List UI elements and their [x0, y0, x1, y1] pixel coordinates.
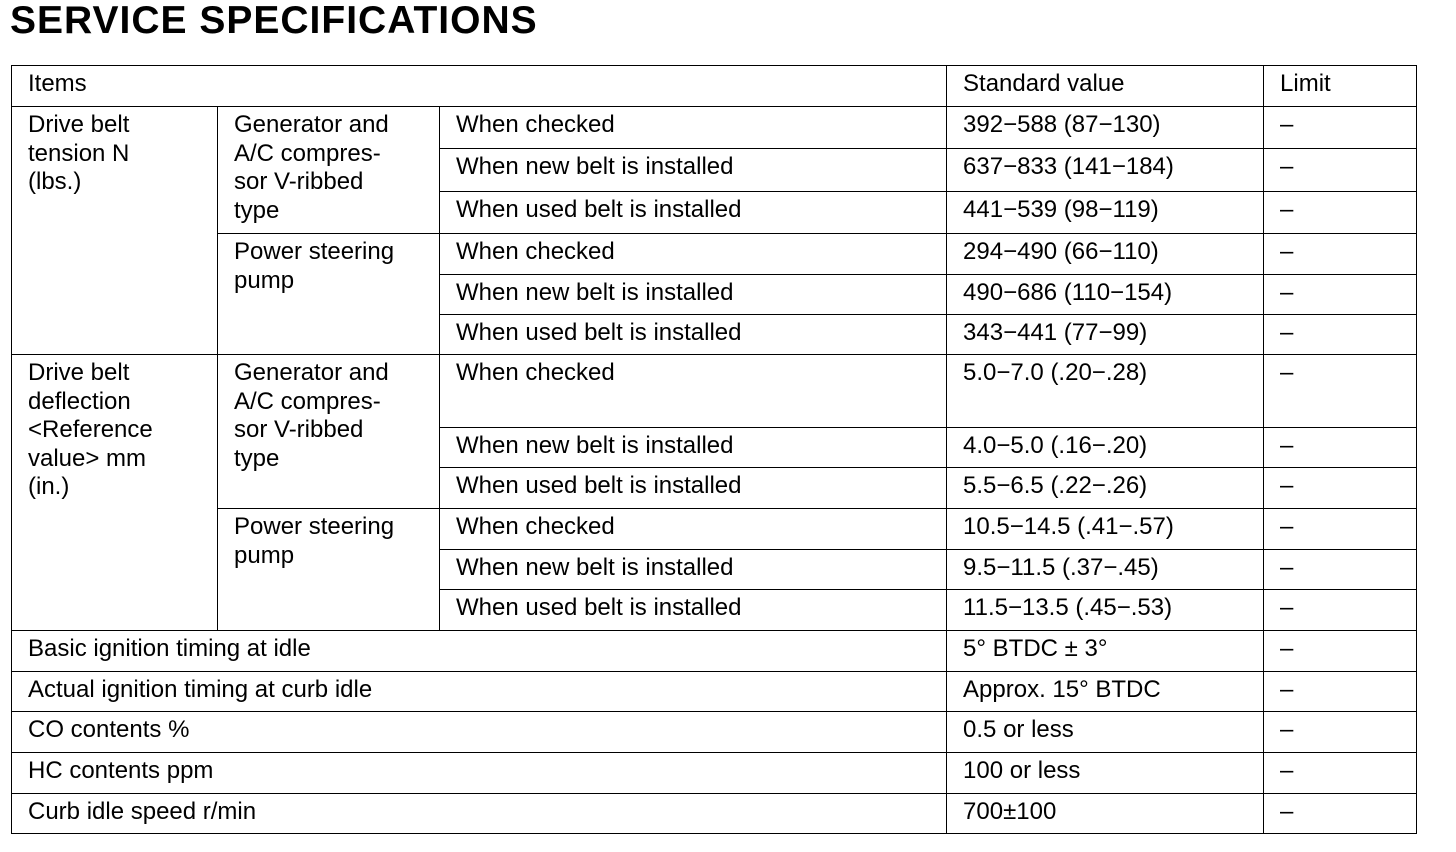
limit-cell: – [1264, 315, 1417, 355]
standard-value-cell: 700±100 [947, 794, 1264, 834]
condition-cell: When checked [440, 355, 947, 428]
condition-cell: When checked [440, 509, 947, 550]
standard-value-cell: 490−686 (110−154) [947, 275, 1264, 315]
group-label-tension [12, 107, 218, 355]
table-row [12, 672, 1417, 712]
table-row [12, 234, 1417, 275]
table-row [12, 107, 1417, 149]
table-row [12, 712, 1417, 753]
standard-value-cell: 9.5−11.5 (.37−.45) [947, 550, 1264, 590]
subgroup-label-line: Generator and [234, 359, 389, 386]
condition-cell: When used belt is installed [440, 590, 947, 631]
condition-cell: When used belt is installed [440, 468, 947, 509]
subgroup-label-power-steering [218, 234, 440, 355]
standard-value-cell: 441−539 (98−119) [947, 192, 1264, 234]
subgroup-label-generator [218, 355, 440, 509]
limit-cell: – [1264, 753, 1417, 794]
subgroup-label-line: A/C compres- [234, 139, 381, 167]
item-cell: Curb idle speed r/min [12, 794, 947, 834]
condition-cell: When checked [440, 107, 947, 149]
table-row [12, 794, 1417, 834]
table-row [12, 631, 1417, 672]
table-row [12, 509, 1417, 550]
limit-cell: – [1264, 550, 1417, 590]
standard-value-cell: 343−441 (77−99) [947, 315, 1264, 355]
subgroup-label-line: A/C compres- [234, 387, 381, 415]
limit-cell: – [1264, 428, 1417, 468]
limit-cell: – [1264, 794, 1417, 834]
item-cell: Basic ignition timing at idle [12, 631, 947, 672]
standard-value-cell: 11.5−13.5 (.45−.53) [947, 590, 1264, 631]
group-label-line: (in.) [28, 473, 70, 500]
limit-cell: – [1264, 672, 1417, 712]
standard-value-cell: 0.5 or less [947, 712, 1264, 753]
item-cell: HC contents ppm [12, 753, 947, 794]
header-standard-value: Standard value [947, 66, 1264, 107]
subgroup-label-line: sor V-ribbed [234, 168, 364, 195]
limit-cell: – [1264, 590, 1417, 631]
standard-value-cell: 392−588 (87−130) [947, 107, 1264, 149]
limit-cell: – [1264, 355, 1417, 428]
limit-cell: – [1264, 107, 1417, 149]
standard-value-cell: 5° BTDC ± 3° [947, 631, 1264, 672]
item-cell: CO contents % [12, 712, 947, 753]
condition-cell: When new belt is installed [440, 428, 947, 468]
limit-cell: – [1264, 275, 1417, 315]
group-label-line: <Reference [28, 416, 153, 443]
standard-value-cell: 5.5−6.5 (.22−.26) [947, 468, 1264, 509]
limit-cell: – [1264, 468, 1417, 509]
group-label-line: tension N [28, 139, 130, 167]
group-label-deflection [12, 355, 218, 631]
table-header-row [12, 66, 1417, 107]
group-label-line: value> mm [28, 444, 147, 472]
subgroup-label-line: Power steering [234, 238, 395, 265]
standard-value-cell: 294−490 (66−110) [947, 234, 1264, 275]
limit-cell: – [1264, 631, 1417, 672]
limit-cell: – [1264, 234, 1417, 275]
service-specifications-table [11, 65, 1417, 834]
standard-value-cell: 100 or less [947, 753, 1264, 794]
subgroup-label-line: type [234, 444, 280, 472]
standard-value-cell: 637−833 (141−184) [947, 149, 1264, 192]
limit-cell: – [1264, 149, 1417, 192]
condition-cell: When checked [440, 234, 947, 275]
standard-value-cell: 4.0−5.0 (.16−.20) [947, 428, 1264, 468]
subgroup-label-line: sor V-ribbed [234, 416, 364, 443]
page-title: SERVICE SPECIFICATIONS [10, 0, 538, 42]
subgroup-label-generator [218, 107, 440, 234]
standard-value-cell: 10.5−14.5 (.41−.57) [947, 509, 1264, 550]
condition-cell: When used belt is installed [440, 315, 947, 355]
item-cell: Actual ignition timing at curb idle [12, 672, 947, 712]
condition-cell: When new belt is installed [440, 149, 947, 192]
group-label-line: Drive belt [28, 359, 130, 386]
standard-value-cell: 5.0−7.0 (.20−.28) [947, 355, 1264, 428]
subgroup-label-line: Generator and [234, 111, 389, 138]
standard-value-cell: Approx. 15° BTDC [947, 672, 1264, 712]
limit-cell: – [1264, 509, 1417, 550]
header-limit: Limit [1264, 66, 1417, 107]
subgroup-label-line: pump [234, 266, 295, 294]
table-row [12, 355, 1417, 428]
table-row [12, 753, 1417, 794]
condition-cell: When new belt is installed [440, 275, 947, 315]
limit-cell: – [1264, 192, 1417, 234]
subgroup-label-line: Power steering [234, 513, 395, 540]
subgroup-label-line: pump [234, 541, 295, 569]
group-label-line: (lbs.) [28, 168, 82, 195]
condition-cell: When used belt is installed [440, 192, 947, 234]
condition-cell: When new belt is installed [440, 550, 947, 590]
group-label-line: deflection [28, 387, 131, 415]
limit-cell: – [1264, 712, 1417, 753]
header-items: Items [12, 66, 947, 107]
subgroup-label-line: type [234, 196, 280, 224]
subgroup-label-power-steering [218, 509, 440, 631]
group-label-line: Drive belt [28, 111, 130, 138]
